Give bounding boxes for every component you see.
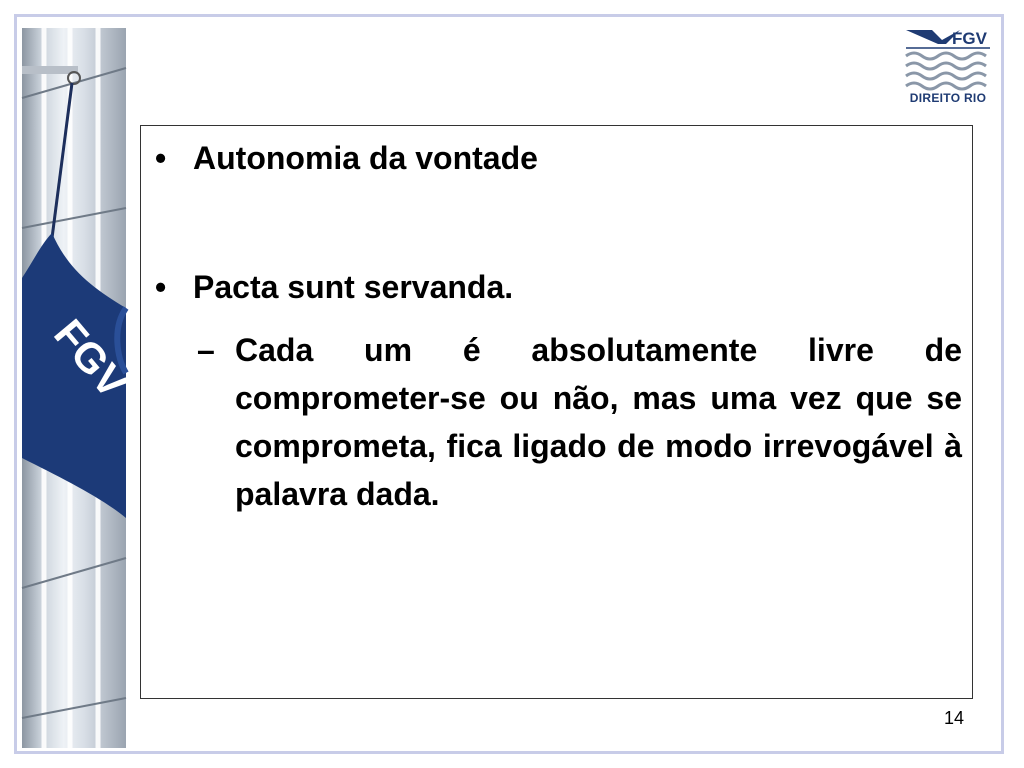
subbullet-text: Cada um é absolutamente livre de comprometer-se ou não, mas uma vez que se comprometa, fica ligado de modo irrevogável à palavra dada. — [235, 332, 962, 512]
bullet-item — [155, 269, 513, 306]
page-number: 14 — [943, 708, 964, 728]
bullet-marker: • — [155, 140, 167, 176]
flag-text: FGV — [45, 310, 137, 407]
bullet-marker: • — [155, 269, 167, 305]
bullet-text: Pacta sunt servanda. — [193, 269, 514, 305]
content-box — [140, 125, 973, 699]
bullet-item — [155, 140, 538, 177]
subbullet-item — [197, 326, 962, 518]
logo-brand: FGV — [952, 29, 987, 48]
building-flag-photo — [22, 28, 137, 748]
subbullet-marker: – — [197, 332, 215, 368]
logo-subtitle: DIREITO RIO — [909, 91, 987, 105]
bullet-text: Autonomia da vontade — [193, 140, 538, 176]
